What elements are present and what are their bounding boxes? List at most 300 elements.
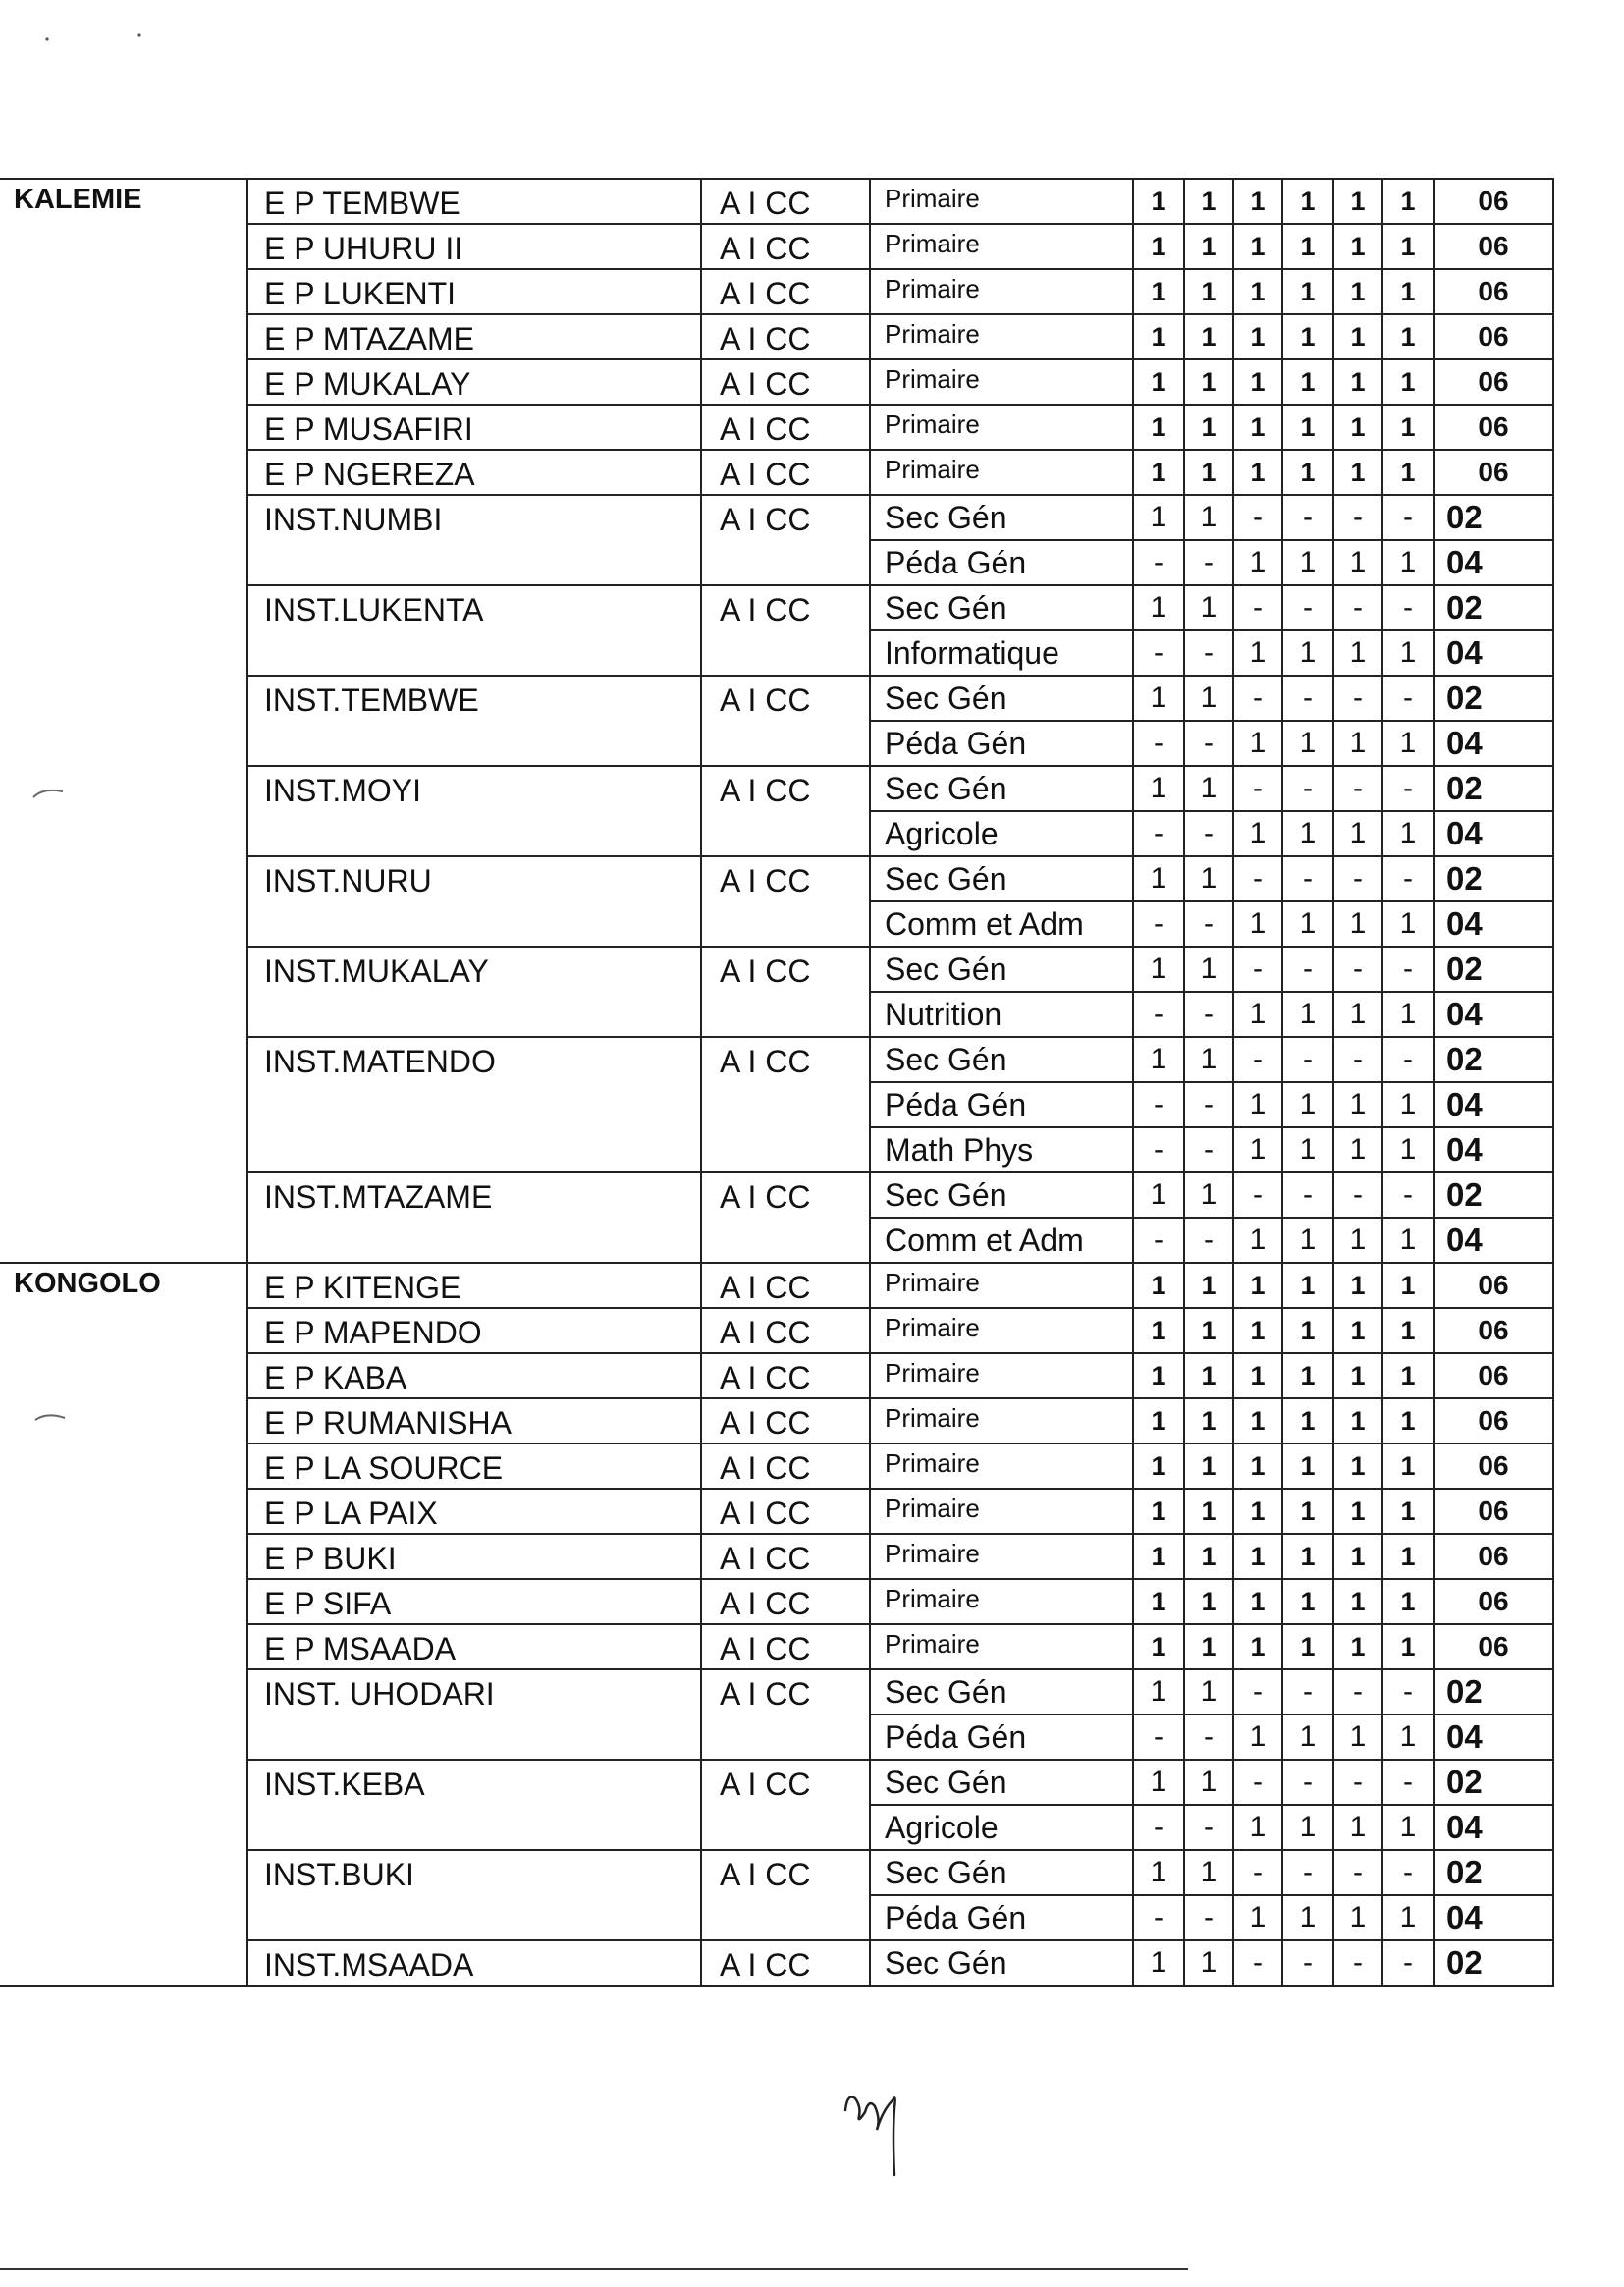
class-3-cell: 1 [1233, 1398, 1282, 1443]
class-5-cell: 1 [1333, 1127, 1382, 1172]
class-3-cell: 1 [1233, 1489, 1282, 1534]
class-2-cell: - [1184, 1082, 1233, 1127]
school-name-cell: E P MUKALAY [247, 359, 701, 405]
organization-cell: A I CC [701, 495, 870, 585]
total-cell: 02 [1434, 856, 1553, 901]
section-cell: Comm et Adm [870, 1218, 1133, 1263]
class-2-cell: 1 [1184, 1398, 1233, 1443]
section-cell: Sec Gén [870, 856, 1133, 901]
class-4-cell: 1 [1282, 1489, 1333, 1534]
total-cell: 06 [1434, 1353, 1553, 1398]
class-4-cell: 1 [1282, 314, 1333, 359]
total-cell: 04 [1434, 1805, 1553, 1850]
class-4-cell: 1 [1282, 1534, 1333, 1579]
organization-cell: A I CC [701, 405, 870, 450]
class-2-cell: - [1184, 721, 1233, 766]
class-3-cell: 1 [1233, 1624, 1282, 1669]
school-name-cell: E P MTAZAME [247, 314, 701, 359]
class-2-cell: 1 [1184, 495, 1233, 540]
class-6-cell: - [1382, 947, 1434, 992]
section-cell: Primaire [870, 1308, 1133, 1353]
class-2-cell: 1 [1184, 1850, 1233, 1895]
class-5-cell: 1 [1333, 1353, 1382, 1398]
class-2-cell: 1 [1184, 1534, 1233, 1579]
class-2-cell: - [1184, 1895, 1233, 1940]
class-6-cell: 1 [1382, 405, 1434, 450]
school-name-cell: E P NGEREZA [247, 450, 701, 495]
section-cell: Péda Gén [870, 540, 1133, 585]
class-3-cell: - [1233, 856, 1282, 901]
total-cell: 06 [1434, 1398, 1553, 1443]
section-cell: Primaire [870, 1263, 1133, 1308]
organization-cell: A I CC [701, 359, 870, 405]
class-5-cell: 1 [1333, 269, 1382, 314]
scan-speck [41, 29, 149, 49]
school-name-cell: INST.TEMBWE [247, 676, 701, 766]
section-cell: Primaire [870, 1579, 1133, 1624]
total-cell: 06 [1434, 1489, 1553, 1534]
class-1-cell: 1 [1133, 269, 1184, 314]
class-1-cell: 1 [1133, 1940, 1184, 1986]
section-cell: Primaire [870, 1534, 1133, 1579]
class-1-cell: 1 [1133, 1489, 1184, 1534]
class-4-cell: - [1282, 1940, 1333, 1986]
class-6-cell: - [1382, 1940, 1434, 1986]
class-1-cell: - [1133, 721, 1184, 766]
class-4-cell: 1 [1282, 1895, 1333, 1940]
section-cell: Primaire [870, 1443, 1133, 1489]
class-2-cell: - [1184, 540, 1233, 585]
class-5-cell: 1 [1333, 224, 1382, 269]
organization-cell: A I CC [701, 947, 870, 1037]
total-cell: 06 [1434, 1579, 1553, 1624]
class-2-cell: - [1184, 992, 1233, 1037]
total-cell: 04 [1434, 1895, 1553, 1940]
class-1-cell: 1 [1133, 450, 1184, 495]
section-cell: Sec Gén [870, 676, 1133, 721]
total-cell: 06 [1434, 359, 1553, 405]
section-cell: Sec Gén [870, 1669, 1133, 1715]
organization-cell: A I CC [701, 1940, 870, 1986]
class-5-cell: 1 [1333, 1715, 1382, 1760]
class-5-cell: 1 [1333, 1443, 1382, 1489]
class-4-cell: - [1282, 1669, 1333, 1715]
total-cell: 02 [1434, 1760, 1553, 1805]
class-4-cell: - [1282, 495, 1333, 540]
class-1-cell: 1 [1133, 1037, 1184, 1082]
class-2-cell: 1 [1184, 1308, 1233, 1353]
class-2-cell: - [1184, 901, 1233, 947]
class-3-cell: 1 [1233, 359, 1282, 405]
total-cell: 06 [1434, 1263, 1553, 1308]
class-1-cell: 1 [1133, 1172, 1184, 1218]
class-4-cell: 1 [1282, 1353, 1333, 1398]
class-4-cell: 1 [1282, 1443, 1333, 1489]
class-1-cell: - [1133, 1127, 1184, 1172]
class-3-cell: 1 [1233, 811, 1282, 856]
organization-cell: A I CC [701, 1037, 870, 1172]
section-cell: Agricole [870, 811, 1133, 856]
class-2-cell: 1 [1184, 1263, 1233, 1308]
class-5-cell: - [1333, 1850, 1382, 1895]
class-6-cell: - [1382, 1669, 1434, 1715]
total-cell: 04 [1434, 630, 1553, 676]
class-5-cell: 1 [1333, 314, 1382, 359]
class-3-cell: 1 [1233, 1579, 1282, 1624]
class-2-cell: 1 [1184, 766, 1233, 811]
class-1-cell: 1 [1133, 766, 1184, 811]
class-5-cell: 1 [1333, 540, 1382, 585]
total-cell: 06 [1434, 1624, 1553, 1669]
class-6-cell: 1 [1382, 1579, 1434, 1624]
class-3-cell: 1 [1233, 224, 1282, 269]
class-3-cell: 1 [1233, 721, 1282, 766]
section-cell: Primaire [870, 269, 1133, 314]
class-1-cell: - [1133, 1895, 1184, 1940]
class-3-cell: 1 [1233, 540, 1282, 585]
section-cell: Primaire [870, 1353, 1133, 1398]
class-2-cell: 1 [1184, 1760, 1233, 1805]
class-5-cell: - [1333, 947, 1382, 992]
class-5-cell: - [1333, 766, 1382, 811]
school-name-cell: INST.KEBA [247, 1760, 701, 1850]
total-cell: 02 [1434, 1669, 1553, 1715]
class-1-cell: 1 [1133, 1443, 1184, 1489]
class-4-cell: 1 [1282, 1263, 1333, 1308]
class-4-cell: - [1282, 585, 1333, 630]
class-4-cell: - [1282, 1037, 1333, 1082]
class-6-cell: 1 [1382, 1082, 1434, 1127]
class-4-cell: - [1282, 1760, 1333, 1805]
class-5-cell: - [1333, 1669, 1382, 1715]
class-2-cell: 1 [1184, 856, 1233, 901]
class-4-cell: 1 [1282, 1805, 1333, 1850]
class-5-cell: 1 [1333, 1489, 1382, 1534]
class-6-cell: 1 [1382, 179, 1434, 224]
section-cell: Péda Gén [870, 1895, 1133, 1940]
school-name-cell: INST.BUKI [247, 1850, 701, 1940]
class-1-cell: 1 [1133, 1398, 1184, 1443]
organization-cell: A I CC [701, 1308, 870, 1353]
class-6-cell: - [1382, 495, 1434, 540]
section-cell: Primaire [870, 1398, 1133, 1443]
class-2-cell: 1 [1184, 224, 1233, 269]
class-6-cell: - [1382, 676, 1434, 721]
class-1-cell: 1 [1133, 1353, 1184, 1398]
table-row [0, 179, 1553, 224]
class-5-cell: 1 [1333, 1624, 1382, 1669]
organization-cell: A I CC [701, 1669, 870, 1760]
class-6-cell: 1 [1382, 1353, 1434, 1398]
school-name-cell: INST.NUMBI [247, 495, 701, 585]
class-6-cell: 1 [1382, 721, 1434, 766]
class-2-cell: - [1184, 1218, 1233, 1263]
class-3-cell: 1 [1233, 314, 1282, 359]
class-3-cell: 1 [1233, 450, 1282, 495]
class-4-cell: - [1282, 766, 1333, 811]
class-5-cell: 1 [1333, 901, 1382, 947]
school-name-cell: E P TEMBWE [247, 179, 701, 224]
school-name-cell: E P UHURU II [247, 224, 701, 269]
organization-cell: A I CC [701, 585, 870, 676]
class-6-cell: 1 [1382, 359, 1434, 405]
class-6-cell: 1 [1382, 1624, 1434, 1669]
class-6-cell: 1 [1382, 901, 1434, 947]
total-cell: 02 [1434, 1940, 1553, 1986]
organization-cell: A I CC [701, 269, 870, 314]
class-4-cell: 1 [1282, 1579, 1333, 1624]
school-name-cell: INST.MUKALAY [247, 947, 701, 1037]
class-5-cell: - [1333, 1940, 1382, 1986]
school-name-cell: INST.LUKENTA [247, 585, 701, 676]
class-5-cell: 1 [1333, 1263, 1382, 1308]
class-2-cell: 1 [1184, 269, 1233, 314]
class-1-cell: - [1133, 1218, 1184, 1263]
section-cell: Péda Gén [870, 1082, 1133, 1127]
page-bottom-rule [0, 2268, 1188, 2270]
class-1-cell: 1 [1133, 314, 1184, 359]
class-2-cell: 1 [1184, 179, 1233, 224]
school-name-cell: INST.MTAZAME [247, 1172, 701, 1263]
class-4-cell: - [1282, 1172, 1333, 1218]
total-cell: 06 [1434, 405, 1553, 450]
class-4-cell: 1 [1282, 269, 1333, 314]
class-2-cell: 1 [1184, 314, 1233, 359]
class-5-cell: - [1333, 1172, 1382, 1218]
class-5-cell: - [1333, 585, 1382, 630]
class-1-cell: 1 [1133, 1850, 1184, 1895]
section-cell: Sec Gén [870, 585, 1133, 630]
class-5-cell: 1 [1333, 1579, 1382, 1624]
class-1-cell: - [1133, 1805, 1184, 1850]
class-5-cell: 1 [1333, 359, 1382, 405]
organization-cell: A I CC [701, 1850, 870, 1940]
section-cell: Nutrition [870, 992, 1133, 1037]
class-2-cell: - [1184, 1805, 1233, 1850]
class-1-cell: - [1133, 1082, 1184, 1127]
class-1-cell: - [1133, 1715, 1184, 1760]
class-5-cell: 1 [1333, 1218, 1382, 1263]
class-5-cell: 1 [1333, 1895, 1382, 1940]
class-4-cell: 1 [1282, 992, 1333, 1037]
class-3-cell: 1 [1233, 1534, 1282, 1579]
organization-cell: A I CC [701, 1760, 870, 1850]
total-cell: 06 [1434, 224, 1553, 269]
class-2-cell: - [1184, 1715, 1233, 1760]
class-1-cell: 1 [1133, 1534, 1184, 1579]
class-4-cell: 1 [1282, 1624, 1333, 1669]
class-5-cell: - [1333, 495, 1382, 540]
class-5-cell: 1 [1333, 450, 1382, 495]
section-cell: Primaire [870, 314, 1133, 359]
class-3-cell: 1 [1233, 179, 1282, 224]
section-cell: Sec Gén [870, 1850, 1133, 1895]
total-cell: 04 [1434, 1715, 1553, 1760]
class-6-cell: 1 [1382, 1218, 1434, 1263]
class-2-cell: 1 [1184, 1443, 1233, 1489]
class-4-cell: - [1282, 1850, 1333, 1895]
total-cell: 06 [1434, 1443, 1553, 1489]
total-cell: 06 [1434, 314, 1553, 359]
class-6-cell: - [1382, 856, 1434, 901]
class-5-cell: 1 [1333, 721, 1382, 766]
class-5-cell: 1 [1333, 811, 1382, 856]
class-3-cell: - [1233, 1037, 1282, 1082]
class-1-cell: - [1133, 992, 1184, 1037]
section-cell: Sec Gén [870, 495, 1133, 540]
class-2-cell: 1 [1184, 1353, 1233, 1398]
total-cell: 04 [1434, 1127, 1553, 1172]
class-4-cell: - [1282, 676, 1333, 721]
class-3-cell: - [1233, 1850, 1282, 1895]
section-cell: Primaire [870, 405, 1133, 450]
class-3-cell: 1 [1233, 1353, 1282, 1398]
school-name-cell: E P LA SOURCE [247, 1443, 701, 1489]
class-5-cell: 1 [1333, 1082, 1382, 1127]
class-4-cell: - [1282, 947, 1333, 992]
region-cell: KONGOLO [0, 1263, 247, 1986]
organization-cell: A I CC [701, 450, 870, 495]
class-3-cell: 1 [1233, 1263, 1282, 1308]
class-2-cell: - [1184, 811, 1233, 856]
class-3-cell: - [1233, 1940, 1282, 1986]
section-cell: Primaire [870, 224, 1133, 269]
class-6-cell: 1 [1382, 540, 1434, 585]
section-cell: Sec Gén [870, 1760, 1133, 1805]
total-cell: 02 [1434, 766, 1553, 811]
class-4-cell: 1 [1282, 1127, 1333, 1172]
section-cell: Math Phys [870, 1127, 1133, 1172]
class-3-cell: - [1233, 495, 1282, 540]
class-2-cell: 1 [1184, 585, 1233, 630]
class-6-cell: 1 [1382, 224, 1434, 269]
school-name-cell: E P MUSAFIRI [247, 405, 701, 450]
class-2-cell: 1 [1184, 1624, 1233, 1669]
class-4-cell: 1 [1282, 901, 1333, 947]
class-1-cell: 1 [1133, 1263, 1184, 1308]
class-2-cell: 1 [1184, 405, 1233, 450]
class-6-cell: 1 [1382, 1398, 1434, 1443]
total-cell: 04 [1434, 1218, 1553, 1263]
class-4-cell: - [1282, 856, 1333, 901]
total-cell: 04 [1434, 1082, 1553, 1127]
class-2-cell: 1 [1184, 1037, 1233, 1082]
class-4-cell: 1 [1282, 540, 1333, 585]
class-4-cell: 1 [1282, 630, 1333, 676]
class-1-cell: 1 [1133, 405, 1184, 450]
class-5-cell: 1 [1333, 179, 1382, 224]
class-5-cell: 1 [1333, 1308, 1382, 1353]
class-1-cell: 1 [1133, 585, 1184, 630]
class-3-cell: 1 [1233, 1127, 1282, 1172]
class-6-cell: 1 [1382, 314, 1434, 359]
total-cell: 06 [1434, 1308, 1553, 1353]
class-3-cell: 1 [1233, 1218, 1282, 1263]
section-cell: Primaire [870, 179, 1133, 224]
class-1-cell: 1 [1133, 1669, 1184, 1715]
organization-cell: A I CC [701, 1579, 870, 1624]
class-3-cell: - [1233, 1669, 1282, 1715]
class-2-cell: 1 [1184, 1669, 1233, 1715]
organization-cell: A I CC [701, 1172, 870, 1263]
organization-cell: A I CC [701, 1353, 870, 1398]
class-1-cell: 1 [1133, 1579, 1184, 1624]
class-6-cell: 1 [1382, 1489, 1434, 1534]
class-6-cell: 1 [1382, 1715, 1434, 1760]
organization-cell: A I CC [701, 314, 870, 359]
organization-cell: A I CC [701, 856, 870, 947]
section-cell: Sec Gén [870, 947, 1133, 992]
school-name-cell: E P SIFA [247, 1579, 701, 1624]
school-name-cell: E P KITENGE [247, 1263, 701, 1308]
school-name-cell: INST. UHODARI [247, 1669, 701, 1760]
school-name-cell: E P BUKI [247, 1534, 701, 1579]
class-3-cell: 1 [1233, 1715, 1282, 1760]
class-2-cell: 1 [1184, 947, 1233, 992]
class-6-cell: 1 [1382, 1805, 1434, 1850]
class-6-cell: - [1382, 766, 1434, 811]
class-3-cell: 1 [1233, 1443, 1282, 1489]
class-6-cell: 1 [1382, 269, 1434, 314]
class-3-cell: 1 [1233, 1805, 1282, 1850]
class-2-cell: - [1184, 1127, 1233, 1172]
total-cell: 04 [1434, 540, 1553, 585]
class-5-cell: - [1333, 856, 1382, 901]
class-6-cell: 1 [1382, 1895, 1434, 1940]
class-6-cell: 1 [1382, 450, 1434, 495]
class-3-cell: 1 [1233, 1082, 1282, 1127]
organization-cell: A I CC [701, 1489, 870, 1534]
total-cell: 02 [1434, 495, 1553, 540]
class-6-cell: 1 [1382, 1308, 1434, 1353]
class-3-cell: 1 [1233, 630, 1282, 676]
class-6-cell: - [1382, 1172, 1434, 1218]
class-2-cell: 1 [1184, 359, 1233, 405]
total-cell: 02 [1434, 947, 1553, 992]
class-4-cell: 1 [1282, 1082, 1333, 1127]
section-cell: Sec Gén [870, 1172, 1133, 1218]
section-cell: Sec Gén [870, 1940, 1133, 1986]
class-6-cell: 1 [1382, 992, 1434, 1037]
section-cell: Primaire [870, 1624, 1133, 1669]
class-1-cell: - [1133, 811, 1184, 856]
class-3-cell: - [1233, 766, 1282, 811]
class-6-cell: 1 [1382, 811, 1434, 856]
section-cell: Comm et Adm [870, 901, 1133, 947]
class-3-cell: 1 [1233, 1895, 1282, 1940]
school-classes-table [0, 178, 1554, 1987]
class-2-cell: 1 [1184, 1579, 1233, 1624]
handwritten-signature [838, 2077, 916, 2195]
class-3-cell: - [1233, 1760, 1282, 1805]
section-cell: Sec Gén [870, 1037, 1133, 1082]
organization-cell: A I CC [701, 1443, 870, 1489]
total-cell: 04 [1434, 811, 1553, 856]
total-cell: 06 [1434, 179, 1553, 224]
class-4-cell: 1 [1282, 179, 1333, 224]
class-5-cell: - [1333, 676, 1382, 721]
class-1-cell: 1 [1133, 676, 1184, 721]
organization-cell: A I CC [701, 1398, 870, 1443]
organization-cell: A I CC [701, 1263, 870, 1308]
organization-cell: A I CC [701, 1624, 870, 1669]
class-6-cell: 1 [1382, 1534, 1434, 1579]
total-cell: 02 [1434, 1850, 1553, 1895]
class-4-cell: 1 [1282, 450, 1333, 495]
class-4-cell: 1 [1282, 721, 1333, 766]
class-2-cell: 1 [1184, 450, 1233, 495]
school-name-cell: E P KABA [247, 1353, 701, 1398]
